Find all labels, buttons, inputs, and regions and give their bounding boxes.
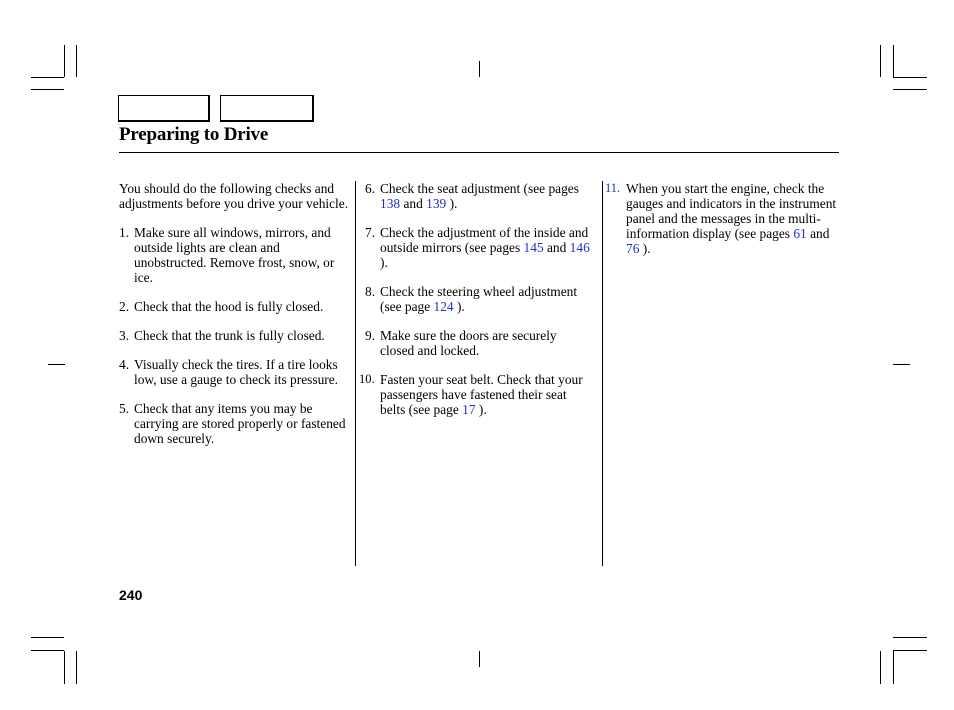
list-item: 6. Check the seat adjustment (see pages 138 and 139 ). xyxy=(365,181,579,211)
list-item: 11. When you start the engine, check the gauges and indicators in the instrument panel and the messages in the multi-information display (see pages 61 and 76 ). xyxy=(605,181,837,256)
list-item: 5. Check that any items you may be carrying are stored properly or fastened down securely. xyxy=(119,401,346,446)
column-divider-1 xyxy=(355,181,356,566)
section-tab-2[interactable] xyxy=(220,95,314,122)
list-item: 10. Fasten your seat belt. Check that your passengers have fastened their seat belts (see page 17 ). xyxy=(359,372,583,417)
page-link[interactable]: 146 xyxy=(569,240,590,255)
list-item: 3. Check that the trunk is fully closed. xyxy=(119,328,325,343)
list-item: 9. Make sure the doors are securely closed and locked. xyxy=(365,328,557,358)
page-title: Preparing to Drive xyxy=(119,124,269,145)
page-link[interactable]: 76 xyxy=(626,241,640,256)
column-divider-2 xyxy=(602,181,603,566)
page-number: 240 xyxy=(119,587,143,603)
list-item: 7. Check the adjustment of the inside and outside mirrors (see pages 145 and 146 ). xyxy=(365,225,590,270)
list-item: 2. Check that the hood is fully closed. xyxy=(119,299,324,314)
list-item: 1. Make sure all windows, mirrors, and outside lights are clean and unobstructed. Remove frost, snow, or ice. xyxy=(119,225,335,285)
page-link[interactable]: 61 xyxy=(793,226,807,241)
title-rule xyxy=(119,152,839,153)
step-link[interactable]: 11. xyxy=(605,181,621,195)
page-link[interactable]: 124 xyxy=(433,299,454,314)
column-3 xyxy=(605,181,839,270)
intro-paragraph: You should do the following checks and adjustments before you drive your vehicle. xyxy=(119,181,349,211)
list-item: 4. Visually check the tires. If a tire looks low, use a gauge to check its pressure. xyxy=(119,357,339,387)
page-link[interactable]: 138 xyxy=(380,196,401,211)
column-2 xyxy=(359,181,590,431)
column-1 xyxy=(119,181,351,460)
section-tab-1[interactable] xyxy=(118,95,210,122)
page-link[interactable]: 145 xyxy=(523,240,544,255)
page-link[interactable]: 139 xyxy=(426,196,447,211)
list-item: 8. Check the steering wheel adjustment (see page 124 ). xyxy=(365,284,578,314)
page-link[interactable]: 17 xyxy=(462,402,476,417)
